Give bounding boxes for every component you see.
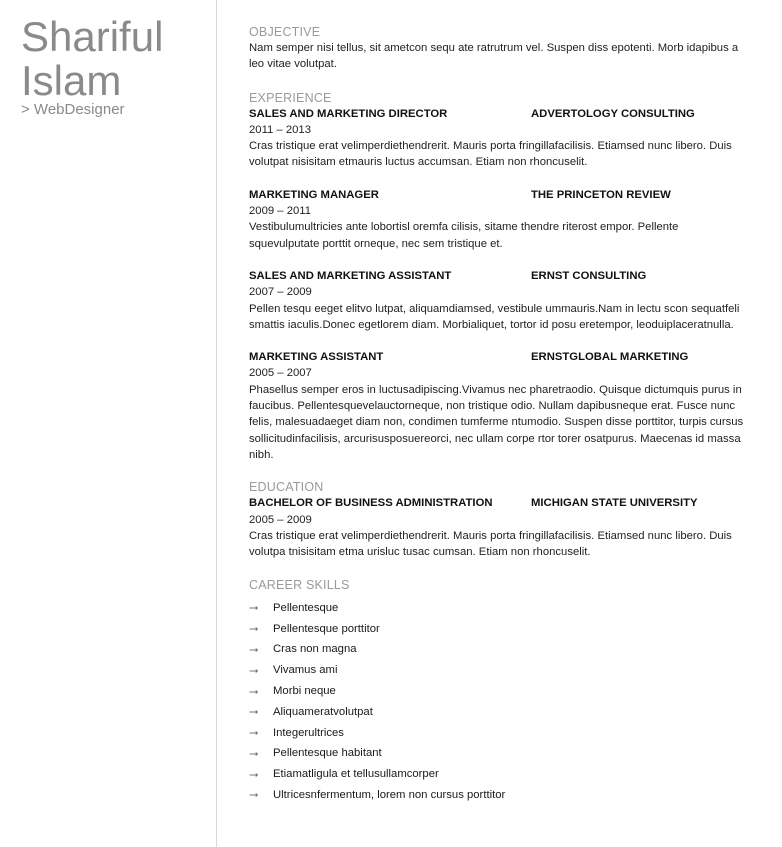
skills-list — [249, 597, 749, 805]
arrow-right-icon: ⭢ — [249, 725, 259, 740]
job-role: MARKETING ASSISTANT — [249, 351, 384, 364]
objective-text: Nam semper nisi tellus, sit ametcon sequ ate ratrutrum vel. Suspen diss epotenti. Morb idapibus a leo vitae volutpat. — [249, 42, 739, 71]
education-heading: EDUCATION — [249, 480, 324, 495]
skill-label: Morbi neque — [273, 685, 336, 697]
job-dates: 2007 – 2009 — [249, 286, 312, 299]
skill-label: Ultricesnfermentum, lorem non cursus porttitor — [273, 788, 506, 801]
first-name: Shariful — [21, 13, 164, 60]
skill-item — [249, 639, 749, 660]
experience-heading: EXPERIENCE — [249, 90, 332, 105]
sidebar — [0, 0, 216, 847]
skill-item — [249, 722, 749, 743]
job-company: ERNSTGLOBAL MARKETING — [531, 351, 689, 364]
skill-label: Pellentesque porttitor — [273, 622, 380, 635]
degree: BACHELOR OF BUSINESS ADMINISTRATION — [249, 497, 493, 510]
skill-label: Aliquameratvolutpat — [273, 705, 373, 718]
resume-body — [249, 24, 749, 805]
job-dates: 2009 – 2011 — [249, 205, 311, 218]
skill-label: Integerultrices — [273, 726, 344, 739]
objective-heading: OBJECTIVE — [249, 25, 321, 39]
education-section — [249, 479, 749, 560]
arrow-right-icon: ⭢ — [249, 683, 259, 698]
arrow-right-icon: ⭢ — [249, 621, 259, 636]
job-description: Vestibulumultricies ante lobortisl oremfa cilisis, sitame thendre riterost empor. Pellente squevulputate porttit orneque, nec sem tristique et. — [249, 221, 679, 250]
skill-label: Vivamus ami — [273, 664, 338, 677]
education-dates: 2005 – 2009 — [249, 513, 312, 526]
job-title: > WebDesigner — [21, 101, 125, 118]
arrow-right-icon: ⭢ — [249, 704, 259, 719]
objective-section — [249, 24, 749, 73]
job-entry — [249, 106, 749, 171]
column-divider — [216, 0, 217, 847]
job-company: ERNST CONSULTING — [531, 269, 647, 282]
skill-label: Etiamatligula et tellusullamcorper — [273, 768, 439, 781]
arrow-right-icon: ⭢ — [249, 641, 259, 656]
experience-section — [249, 90, 749, 464]
skill-item — [249, 660, 749, 681]
arrow-right-icon: ⭢ — [249, 787, 259, 802]
skill-label: Cras non magna — [273, 643, 357, 656]
applicant-name — [21, 15, 163, 103]
school: MICHIGAN STATE UNIVERSITY — [531, 497, 698, 510]
skills-section — [249, 577, 749, 805]
job-role: SALES AND MARKETING DIRECTOR — [249, 107, 448, 120]
job-role: SALES AND MARKETING ASSISTANT — [249, 269, 452, 282]
education-description: Cras tristique erat velimperdiethendrerit. Mauris porta fringillafacilisis. Etiamsed nunc libero. Duis volutpa tnisisitam etma urisluc tusac cumsan. Etiam non rhoncuselit. — [249, 529, 732, 559]
skills-heading: CAREER SKILLS — [249, 578, 350, 593]
job-entry — [249, 187, 749, 252]
skill-item — [249, 785, 749, 806]
skill-item — [249, 701, 749, 722]
job-company: THE PRINCETON REVIEW — [531, 188, 671, 201]
arrow-right-icon: ⭢ — [249, 766, 259, 781]
job-company: ADVERTOLOGY CONSULTING — [531, 107, 695, 120]
skill-item — [249, 743, 749, 764]
arrow-right-icon: ⭢ — [249, 662, 259, 677]
job-description: Pellen tesqu eeget elitvo lutpat, aliquamdiamsed, vestibule ummauris.Nam in lectu scon sequatfeli smattis iaculis.Donec egetlorem diam. Morbialiquet, tortor id posu eretempor, leoduiplaceratnulla. — [249, 302, 740, 331]
skill-item — [249, 681, 749, 702]
arrow-right-icon: ⭢ — [249, 600, 259, 615]
job-dates: 2011 – 2013 — [249, 123, 311, 136]
job-entry — [249, 349, 749, 463]
job-dates: 2005 – 2007 — [249, 367, 312, 380]
skill-item — [249, 764, 749, 785]
arrow-right-icon: ⭢ — [249, 745, 259, 760]
job-role: MARKETING MANAGER — [249, 188, 379, 201]
job-description: Phasellus semper eros in luctusadipiscing.Vivamus nec pharetraodio. Quisque dictumquis purus in faucibus. Pellentesquevelauctorneque, non tristique odio. Nullam dapibusneque erat. Fusce nunc felis, malesuadaeget diam non, condimen tumferme ntumodio. Suspen disse porttitor, turpis cursus sollicitudinfacilisis, arcurisusposuereorci, nec ullam corpe rtor torer osatpurus. Maecenas id massa nibh. — [249, 383, 744, 461]
job-description: Cras tristique erat velimperdiethendrerit. Mauris porta fringillafacilisis. Etiamsed nunc libero. Duis volutpat nisisitam etmauris luctus accumsan. Etiam non rhoncuselit. — [249, 140, 732, 169]
job-entry — [249, 268, 749, 333]
skill-item — [249, 597, 749, 618]
skill-item — [249, 618, 749, 639]
skill-label: Pellentesque habitant — [273, 747, 382, 760]
skill-label: Pellentesque — [273, 601, 339, 614]
last-name: Islam — [21, 57, 122, 104]
